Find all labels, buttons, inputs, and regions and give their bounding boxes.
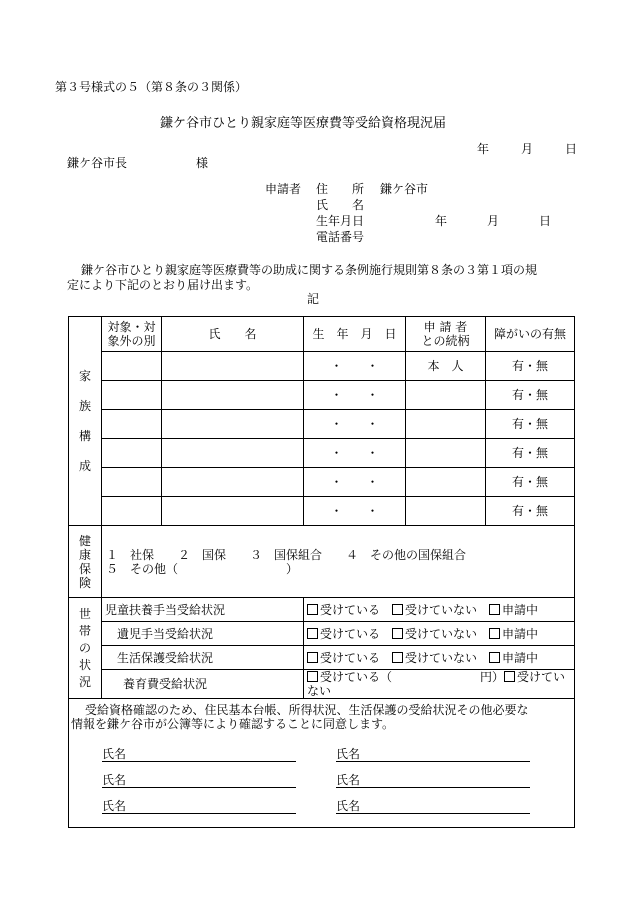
checkbox[interactable] xyxy=(392,652,403,663)
relation-cell[interactable] xyxy=(406,497,486,526)
signature-label: 氏名 xyxy=(336,799,361,813)
name-cell[interactable] xyxy=(162,497,304,526)
target-cell[interactable] xyxy=(102,468,162,497)
checkbox[interactable] xyxy=(307,652,318,663)
header-relation: 申 請 者 との続柄 xyxy=(406,317,486,352)
target-cell[interactable] xyxy=(102,497,162,526)
relation-cell[interactable] xyxy=(406,439,486,468)
welfare-label: 生活保護受給状況 xyxy=(102,646,304,670)
table-row xyxy=(69,468,575,497)
birth-cell[interactable]: ・ ・ xyxy=(304,381,406,410)
addressee: 鎌ケ谷市長 xyxy=(67,156,128,170)
page-title: 鎌ケ谷市ひとり親家庭等医療費等受給資格現況届 xyxy=(160,116,447,131)
signature-label: 氏名 xyxy=(102,773,127,787)
signature-line[interactable] xyxy=(102,773,296,788)
header-target: 対象・対 象外の別 xyxy=(102,317,162,352)
family-section-label: 家 族 構 成 xyxy=(69,317,102,526)
birth-month-unit: 月 xyxy=(487,214,500,228)
insurance-options[interactable] xyxy=(102,526,575,598)
signature-label: 氏名 xyxy=(102,747,127,761)
child-support-payment-label: 養育費受給状況 xyxy=(102,670,304,699)
relation-cell[interactable] xyxy=(406,381,486,410)
table-row xyxy=(69,352,575,381)
disability-cell[interactable]: 有・無 xyxy=(486,497,575,526)
target-cell[interactable] xyxy=(102,381,162,410)
ki-mark: 記 xyxy=(307,292,320,306)
birth-cell[interactable]: ・ ・ xyxy=(304,468,406,497)
household-section-label: 世 帯 の 状 況 xyxy=(69,598,102,699)
signature-line[interactable] xyxy=(102,799,296,814)
birth-cell[interactable]: ・ ・ xyxy=(304,439,406,468)
signature-line[interactable] xyxy=(102,747,296,762)
disability-cell[interactable]: 有・無 xyxy=(486,410,575,439)
header-disability: 障がいの有無 xyxy=(486,317,575,352)
applicant-label: 申請者 xyxy=(265,182,302,196)
phone-label: 電話番号 xyxy=(316,230,365,244)
disability-cell[interactable]: 有・無 xyxy=(486,381,575,410)
header-birth: 生 年 月 日 xyxy=(304,317,406,352)
birth-cell[interactable]: ・ ・ xyxy=(304,497,406,526)
checkbox[interactable] xyxy=(489,628,500,639)
name-label: 氏 名 xyxy=(316,198,365,212)
checkbox[interactable] xyxy=(489,652,500,663)
disability-cell[interactable]: 有・無 xyxy=(486,352,575,381)
address-label: 住 所 xyxy=(316,182,365,196)
name-cell[interactable] xyxy=(162,352,304,381)
signature-line[interactable] xyxy=(336,747,530,762)
disability-cell[interactable]: 有・無 xyxy=(486,439,575,468)
body-text-line1: 鎌ケ谷市ひとり親家庭等医療費等の助成に関する条例施行規則第８条の３第１項の規 xyxy=(81,263,538,277)
table-row xyxy=(69,410,575,439)
form-number: 第３号様式の５（第８条の３関係） xyxy=(55,80,248,94)
birth-year-unit: 年 xyxy=(435,214,448,228)
child-support-payment-options[interactable]: 受けている（ 円） 受けていない xyxy=(304,670,575,699)
table-row xyxy=(69,497,575,526)
consent-line1: 受給資格確認のため、住民基本台帳、所得状況、生活保護の受給状況その他必要な xyxy=(85,703,529,717)
relation-cell[interactable] xyxy=(406,410,486,439)
date-month-label: 月 xyxy=(521,142,534,156)
consent-line2: 情報を鎌ケ谷市が公簿等により確認することに同意します。 xyxy=(71,717,395,731)
checkbox[interactable] xyxy=(392,604,403,615)
name-cell[interactable] xyxy=(162,439,304,468)
insurance-section-label: 健 康 保 険 xyxy=(69,526,102,598)
signature-line[interactable] xyxy=(336,799,530,814)
checkbox[interactable] xyxy=(489,604,500,615)
header-name: 氏 名 xyxy=(162,317,304,352)
relation-cell[interactable] xyxy=(406,468,486,497)
signature-line[interactable] xyxy=(336,773,530,788)
checkbox[interactable] xyxy=(307,604,318,615)
checkbox[interactable] xyxy=(307,671,318,682)
body-text-line2: 定により下記のとおり届け出ます。 xyxy=(67,278,259,292)
address-value: 鎌ケ谷市 xyxy=(380,182,429,196)
signature-label: 氏名 xyxy=(102,799,127,813)
table-row xyxy=(69,439,575,468)
insurance-line2: ５ その他（ ） xyxy=(106,561,299,576)
date-year-label: 年 xyxy=(477,142,490,156)
addressee-suffix: 様 xyxy=(196,156,209,170)
table-row xyxy=(69,381,575,410)
name-cell[interactable] xyxy=(162,381,304,410)
relation-cell: 本 人 xyxy=(406,352,486,381)
target-cell[interactable] xyxy=(102,439,162,468)
disability-cell[interactable]: 有・無 xyxy=(486,468,575,497)
birth-cell[interactable]: ・ ・ xyxy=(304,352,406,381)
checkbox[interactable] xyxy=(307,628,318,639)
birth-day-unit: 日 xyxy=(539,214,552,228)
checkbox[interactable] xyxy=(392,628,403,639)
date-day-label: 日 xyxy=(565,142,578,156)
welfare-options[interactable]: 受けている 受けていない 申請中 xyxy=(304,646,575,670)
checkbox[interactable] xyxy=(504,671,515,682)
orphan-allowance-options[interactable]: 受けている 受けていない 申請中 xyxy=(304,622,575,646)
name-cell[interactable] xyxy=(162,468,304,497)
child-support-allowance-options[interactable]: 受けている 受けていない 申請中 xyxy=(304,598,575,622)
target-cell[interactable] xyxy=(102,352,162,381)
signature-label: 氏名 xyxy=(336,747,361,761)
child-support-allowance-label: 児童扶養手当受給状況 xyxy=(102,598,304,622)
signature-label: 氏名 xyxy=(336,773,361,787)
insurance-line1: １ 社保 ２ 国保 ３ 国保組合 ４ その他の国保組合 xyxy=(106,547,467,562)
birth-cell[interactable]: ・ ・ xyxy=(304,410,406,439)
target-cell[interactable] xyxy=(102,410,162,439)
orphan-allowance-label: 遺児手当受給状況 xyxy=(102,622,304,646)
name-cell[interactable] xyxy=(162,410,304,439)
birth-label: 生年月日 xyxy=(316,214,365,228)
